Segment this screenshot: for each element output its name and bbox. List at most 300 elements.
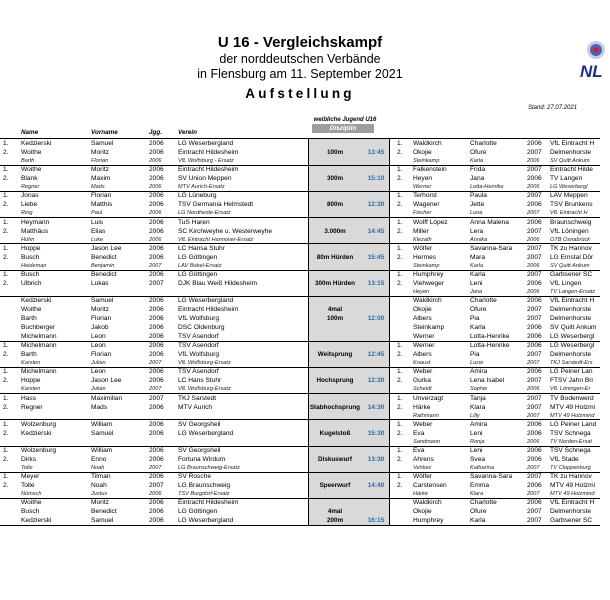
athlete-row — [0, 350, 600, 359]
left-club: LG Braunschweig — [178, 482, 231, 490]
right-firstname: Tanja — [470, 394, 486, 402]
right-year: 2007 — [527, 253, 542, 261]
right-firstname: Leni — [470, 429, 483, 437]
right-year: 2007 — [527, 394, 542, 402]
left-club: SV Georgsheil — [178, 447, 221, 454]
right-surname: Gurka — [413, 377, 431, 385]
left-surname: Hass — [21, 394, 37, 402]
right-year: 2006 — [527, 342, 542, 350]
left-year: 2006 — [149, 297, 164, 305]
right-year: 2007 — [527, 473, 542, 481]
right-rank: 2. — [397, 351, 403, 359]
right-rank: 2. — [397, 227, 403, 235]
left-surname: Kedzierski — [21, 429, 52, 437]
left-club: LAV Bokel-Ersatz — [178, 262, 222, 269]
left-firstname: Samuel — [91, 517, 114, 525]
left-surname: Busch — [21, 508, 40, 516]
start-time: 15:30 — [367, 429, 385, 437]
left-firstname: Tilman — [91, 473, 111, 481]
right-firstname: Emma — [470, 482, 490, 490]
athlete-row — [0, 376, 600, 385]
section-title: Aufstellung — [245, 86, 355, 101]
right-surname: Okojie — [413, 306, 432, 314]
right-year: 2007 — [527, 491, 540, 498]
left-rank: 2. — [3, 482, 9, 490]
right-firstname: Lena Isabel — [470, 377, 505, 385]
right-club: LG Peiner Land — [550, 420, 597, 428]
left-firstname: Noah — [91, 482, 107, 490]
left-year: 2006 — [149, 368, 164, 376]
right-firstname: Amira — [470, 368, 488, 376]
left-surname: Jonas — [21, 192, 39, 200]
left-club: DJK Blau Weiß Hildesheim — [178, 280, 258, 287]
right-firstname: Pia — [470, 351, 480, 359]
right-year: 2007 — [527, 166, 542, 174]
left-club: Eintracht Hildesheim — [178, 149, 239, 156]
athlete-row — [0, 367, 600, 376]
left-surname: Karsten — [21, 386, 41, 393]
left-rank: 2. — [3, 351, 9, 359]
left-surname: Regner — [21, 403, 43, 411]
athlete-row — [0, 507, 600, 516]
right-club: LG Weserbergl — [550, 342, 595, 350]
left-club: LG Weserbergland — [178, 517, 234, 525]
right-club: OTB Osnabrück — [550, 236, 591, 243]
left-surname: Heideman — [21, 262, 47, 269]
group-divider — [0, 525, 600, 526]
right-rank: 1. — [397, 218, 403, 226]
left-firstname: Paul — [91, 210, 103, 217]
left-surname: Dirks — [21, 456, 37, 463]
right-surname: Hermes — [413, 253, 437, 261]
left-surname: Barth — [21, 158, 35, 164]
right-firstname: Lotta-Henrike — [470, 184, 504, 191]
col-verein: Verein — [178, 129, 198, 136]
right-year: 2006 — [527, 184, 540, 191]
group-divider — [0, 341, 600, 342]
right-surname: Klezath — [413, 236, 432, 243]
right-surname: Unverzagt — [413, 394, 444, 402]
start-time: 14:40 — [367, 482, 385, 490]
right-year: 2006 — [527, 262, 540, 269]
right-club: TKJ Sarstedt-Ers — [550, 360, 593, 367]
right-rank: 2. — [397, 403, 403, 411]
left-firstname: Julian — [91, 386, 106, 393]
group-divider — [0, 217, 600, 218]
left-firstname: Florian — [91, 315, 112, 323]
right-year: 2007 — [527, 244, 542, 252]
left-rank: 2. — [3, 429, 9, 437]
left-club: TKJ Sarstedt — [178, 394, 217, 402]
left-year: 2007 — [149, 262, 162, 269]
right-surname: Miller — [413, 227, 429, 235]
left-club: TSV Asendorf — [178, 342, 219, 350]
left-firstname: Noah — [91, 465, 105, 471]
right-surname: Terhorst — [413, 192, 437, 200]
left-year: 2006 — [149, 508, 164, 516]
left-club: VfL Wolfsburg — [178, 315, 220, 323]
right-rank: 1. — [397, 140, 403, 147]
athlete-row — [0, 472, 600, 481]
right-surname: Knaust — [413, 360, 431, 367]
right-club: LG Weserbergl — [550, 184, 588, 191]
left-year: 2006 — [149, 473, 164, 481]
left-year: 2006 — [149, 499, 164, 507]
left-surname: Buchberger — [21, 324, 56, 332]
left-firstname: Matthis — [91, 201, 113, 209]
group-divider — [0, 270, 600, 271]
right-year: 2006 — [527, 201, 542, 209]
discipline-name: 80m Hürden — [316, 253, 354, 261]
discipline-name: 100m — [326, 315, 344, 323]
athlete-row — [0, 429, 600, 438]
discipline-name: Kugelstoß — [319, 429, 351, 437]
right-rank: 2. — [397, 149, 403, 156]
table-caption: weibliche Jugend U16 — [313, 117, 377, 123]
left-club: LG Nordheide-Ersatz — [178, 210, 231, 217]
right-rank: 2. — [397, 456, 403, 463]
left-rank: 2. — [3, 201, 9, 209]
left-year: 2006 — [149, 306, 164, 314]
right-club: Braunschweig — [550, 218, 592, 226]
left-club: LG Göttingen — [178, 271, 218, 278]
right-year: 2007 — [527, 517, 542, 525]
discipline-name: 4mal — [327, 508, 343, 516]
right-surname: Wolff López — [413, 218, 448, 226]
left-surname: Michelmann — [21, 368, 57, 376]
left-firstname: Maximilian — [91, 394, 123, 402]
discipline-name: 3.000m — [324, 227, 346, 235]
left-year: 2006 — [149, 456, 164, 463]
athlete-row — [0, 394, 600, 403]
right-firstname: Mara — [470, 253, 486, 261]
athlete-row — [0, 218, 600, 227]
right-firstname: Ofure — [470, 508, 487, 516]
left-year: 2007 — [149, 465, 162, 471]
left-firstname: Florian — [91, 351, 112, 359]
right-firstname: Luna — [470, 210, 483, 217]
right-surname: Härke — [413, 491, 428, 498]
left-year: 2007 — [149, 360, 162, 367]
left-club: MTV Aurich — [178, 403, 213, 411]
left-rank: 1. — [3, 473, 9, 481]
left-club: Eintracht Hildesheim — [178, 499, 239, 507]
right-surname: Steinkamp — [413, 262, 440, 269]
right-firstname: Klara — [470, 403, 486, 411]
left-firstname: William — [91, 420, 113, 428]
discipline-name: 4mal — [327, 306, 343, 314]
left-firstname: Elias — [91, 227, 106, 235]
left-firstname: Moritz — [91, 306, 109, 314]
right-surname: Vehlow — [413, 465, 432, 471]
right-surname: Werner — [413, 333, 435, 341]
right-rank: 1. — [397, 473, 403, 481]
right-club: Delmenhorste — [550, 351, 592, 359]
athlete-row — [0, 227, 600, 236]
left-club: VfL Eintracht Hannover-Ersatz — [178, 236, 254, 243]
left-rank: 2. — [3, 149, 9, 156]
right-firstname: Paula — [470, 192, 487, 200]
left-rank: 1. — [3, 394, 9, 402]
discipline-name: 100m — [326, 149, 344, 156]
start-time: 13:45 — [367, 149, 385, 156]
start-time: 16:15 — [367, 517, 385, 525]
start-time: 12:45 — [367, 351, 385, 359]
left-club: LG Braunschweig-Ersatz — [178, 465, 240, 471]
left-rank: 1. — [3, 166, 9, 174]
page-title: U 16 - Vergleichskampf — [217, 34, 383, 51]
group-divider — [0, 296, 600, 297]
left-firstname: William — [91, 447, 113, 454]
right-year: 2006 — [527, 386, 540, 393]
left-club: SC Kirchweyhe u. Westerweyhe — [178, 227, 273, 235]
athlete-row — [0, 200, 600, 209]
right-surname: Wölfer — [413, 473, 433, 481]
left-firstname: Samuel — [91, 140, 114, 147]
right-rank: 1. — [397, 166, 403, 174]
right-club: MTV 49 Holzmind — [550, 412, 595, 419]
right-club: SV Quitt Ankum — [550, 324, 597, 332]
right-firstname: Savanna-Sara — [470, 244, 513, 252]
right-firstname: Charlotte — [470, 297, 497, 305]
left-year: 2007 — [149, 386, 162, 393]
group-divider — [0, 393, 600, 394]
left-surname: Michelmann — [21, 342, 57, 350]
right-firstname: Ofure — [470, 149, 487, 156]
group-divider — [0, 243, 600, 244]
right-club: VfL Eintracht H — [550, 210, 588, 217]
discipline-name: Stabhochsprung — [309, 403, 361, 411]
right-club: VfL Eintracht H — [550, 499, 595, 507]
left-club: TSV Asendorf — [178, 333, 219, 341]
right-club: TK zu Hannov — [550, 244, 592, 252]
left-firstname: Maxim — [91, 175, 111, 183]
left-firstname: Benedict — [91, 508, 117, 516]
left-club: LG Weserbergland — [178, 297, 234, 305]
right-rank: 2. — [397, 253, 403, 261]
left-year: 2007 — [149, 394, 164, 402]
right-year: 2006 — [527, 218, 542, 226]
col-name: Name — [21, 129, 39, 136]
right-firstname: Frida — [470, 166, 486, 174]
group-divider — [0, 419, 600, 420]
right-club: SV Quitt Ankum — [550, 158, 590, 164]
right-surname: Härke — [413, 403, 431, 411]
right-year: 2007 — [527, 412, 540, 419]
right-year: 2006 — [527, 368, 542, 376]
lineup-table — [0, 117, 600, 600]
right-surname: Heyen — [413, 175, 433, 183]
right-year: 2006 — [527, 158, 540, 164]
athlete-row — [0, 498, 600, 507]
right-firstname: Lilly — [470, 412, 480, 419]
right-rank: 1. — [397, 271, 403, 278]
right-surname: Steinkamp — [413, 324, 445, 332]
right-firstname: Leni — [470, 280, 483, 287]
right-club: MTV 49 Holzmind — [550, 491, 595, 498]
athlete-row — [0, 148, 600, 157]
left-year: 2006 — [149, 210, 162, 217]
right-surname: Waldkirch — [413, 499, 442, 507]
discipline-name: 300m — [326, 175, 344, 183]
right-club: VfL Löningen — [550, 227, 589, 235]
event-location-date: in Flensburg am 11. September 2021 — [197, 67, 403, 81]
left-surname: Woithe — [21, 499, 42, 507]
left-club: Eintracht Hildesheim — [178, 166, 239, 174]
left-firstname: Leon — [91, 333, 106, 341]
right-club: Delmenhorste — [550, 508, 592, 516]
left-surname: Kedzierski — [21, 297, 52, 305]
right-year: 2006 — [527, 289, 540, 295]
left-year: 2006 — [149, 201, 164, 209]
right-surname: Eva — [413, 429, 425, 437]
left-club: Fortuna Wirdum — [178, 456, 226, 463]
left-surname: Barth — [21, 315, 37, 323]
right-surname: Ahrens — [413, 456, 434, 463]
right-firstname: Jette — [470, 201, 485, 209]
left-firstname: Jason Lee — [91, 377, 122, 385]
left-surname: Liebe — [21, 201, 38, 209]
start-time: 13:30 — [367, 456, 385, 463]
left-firstname: Mads — [91, 184, 105, 191]
athlete-row — [0, 174, 600, 183]
right-club: VfL Eintracht H — [550, 140, 595, 147]
left-surname: Hühn — [21, 236, 35, 243]
left-club: Eintracht Hildesheim — [178, 306, 239, 314]
right-firstname: Amira — [470, 420, 488, 428]
right-surname: Weber — [413, 368, 433, 376]
subtitle-line: der norddeutschen Verbände — [219, 52, 381, 66]
left-year: 2007 — [149, 482, 164, 490]
left-club: TSV Asendorf — [178, 368, 219, 376]
left-year: 2006 — [149, 166, 164, 174]
right-year: 2006 — [527, 482, 542, 490]
right-club: TV Cloppenburg — [550, 465, 591, 471]
right-club: TV Langen-Ersatz — [550, 289, 596, 295]
athlete-row — [0, 296, 600, 305]
right-surname: Albers — [413, 315, 432, 323]
left-year: 2006 — [149, 351, 164, 359]
left-firstname: Moritz — [91, 499, 109, 507]
right-surname: Albers — [413, 351, 432, 359]
right-rank: 2. — [397, 482, 403, 490]
right-club: TSV Brunkens — [550, 201, 593, 209]
discipline-name: Hochsprung — [316, 377, 354, 385]
right-year: 2007 — [527, 306, 542, 314]
left-firstname: Justus — [91, 491, 108, 498]
right-year: 2007 — [527, 351, 542, 359]
right-firstname: Anna Malena — [470, 218, 509, 226]
right-rank: 2. — [397, 175, 403, 183]
left-rank: 1. — [3, 420, 9, 428]
left-firstname: Jason Lee — [91, 244, 122, 252]
right-firstname: Charlotte — [470, 499, 497, 507]
left-firstname: Leon — [91, 342, 106, 350]
right-club: TSV Schnega — [550, 447, 591, 454]
left-rank: 1. — [3, 140, 9, 147]
right-rank: 1. — [397, 447, 403, 454]
left-club: LG Göttingen — [178, 253, 218, 261]
left-surname: Regner — [21, 184, 40, 191]
start-time: 13:15 — [367, 280, 385, 287]
athlete-row — [0, 191, 600, 200]
right-club: Delmenhorste — [550, 306, 592, 314]
left-year: 2006 — [149, 149, 164, 156]
left-firstname: Benedict — [91, 253, 117, 261]
left-club: DSC Oldenburg — [178, 324, 225, 332]
athlete-row — [0, 323, 600, 332]
left-rank: 2. — [3, 227, 9, 235]
right-year: 2007 — [527, 508, 542, 516]
right-club: TSV Schnega — [550, 429, 591, 437]
left-surname: Tolle — [21, 465, 33, 471]
left-year: 2006 — [149, 175, 164, 183]
right-surname: Viehweger — [413, 280, 445, 287]
left-firstname: Florian — [91, 158, 109, 164]
left-surname: Kedzierski — [21, 140, 52, 147]
left-surname: Heymann — [21, 218, 50, 226]
right-club: VfL Löningen-Er — [550, 386, 591, 393]
group-divider — [0, 498, 600, 499]
right-club: Delmenhorste — [550, 315, 592, 323]
right-firstname: Svea — [470, 456, 486, 463]
right-firstname: Lera — [470, 227, 484, 235]
left-year: 2007 — [149, 280, 164, 287]
right-year: 2006 — [527, 447, 542, 454]
right-year: 2007 — [527, 271, 542, 278]
right-year: 2006 — [527, 438, 540, 445]
right-club: VfL Eintracht H — [550, 297, 595, 305]
right-firstname: Leni — [470, 447, 483, 454]
right-year: 2006 — [527, 420, 542, 428]
athlete-row — [0, 420, 600, 429]
left-firstname: Moritz — [91, 149, 109, 156]
right-rank: 1. — [397, 368, 403, 376]
start-time: 12:00 — [367, 315, 385, 323]
start-time: 14:45 — [367, 227, 385, 235]
left-rank: 1. — [3, 192, 9, 200]
right-club: MTV 49 Holzmi — [550, 482, 596, 490]
right-year: 2007 — [527, 360, 540, 367]
left-firstname: Samuel — [91, 297, 114, 305]
left-firstname: Samuel — [91, 429, 114, 437]
left-rank: 2. — [3, 377, 9, 385]
right-club: TV Bodenwerd — [550, 394, 594, 402]
left-club: TSV Burgdorf-Ersatz — [178, 491, 230, 498]
left-surname: Wolzenburg — [21, 447, 57, 454]
discipline-name: Weitsprung — [317, 351, 353, 359]
right-club: LAV Meppen — [550, 192, 588, 200]
athlete-row — [0, 305, 600, 314]
left-surname: Karsten — [21, 360, 41, 367]
left-rank: 1. — [3, 244, 9, 252]
right-club: TV Norden-Ersat — [550, 438, 592, 445]
right-firstname: Jana — [470, 175, 485, 183]
right-club: TK zu Hannov — [550, 473, 592, 481]
right-surname: Scheidt — [413, 386, 432, 393]
right-year: 2006 — [527, 140, 542, 147]
left-year: 2006 — [149, 192, 164, 200]
right-firstname: Charlotte — [470, 140, 497, 147]
left-firstname: Jakob — [91, 324, 109, 332]
right-club: Eintracht Hilde — [550, 166, 593, 174]
right-firstname: Pia — [470, 315, 480, 323]
athlete-row — [0, 446, 600, 455]
left-year: 2006 — [149, 271, 164, 278]
right-year: 2006 — [527, 429, 542, 437]
right-rank: 2. — [397, 377, 403, 385]
right-surname: Eva — [413, 447, 425, 454]
